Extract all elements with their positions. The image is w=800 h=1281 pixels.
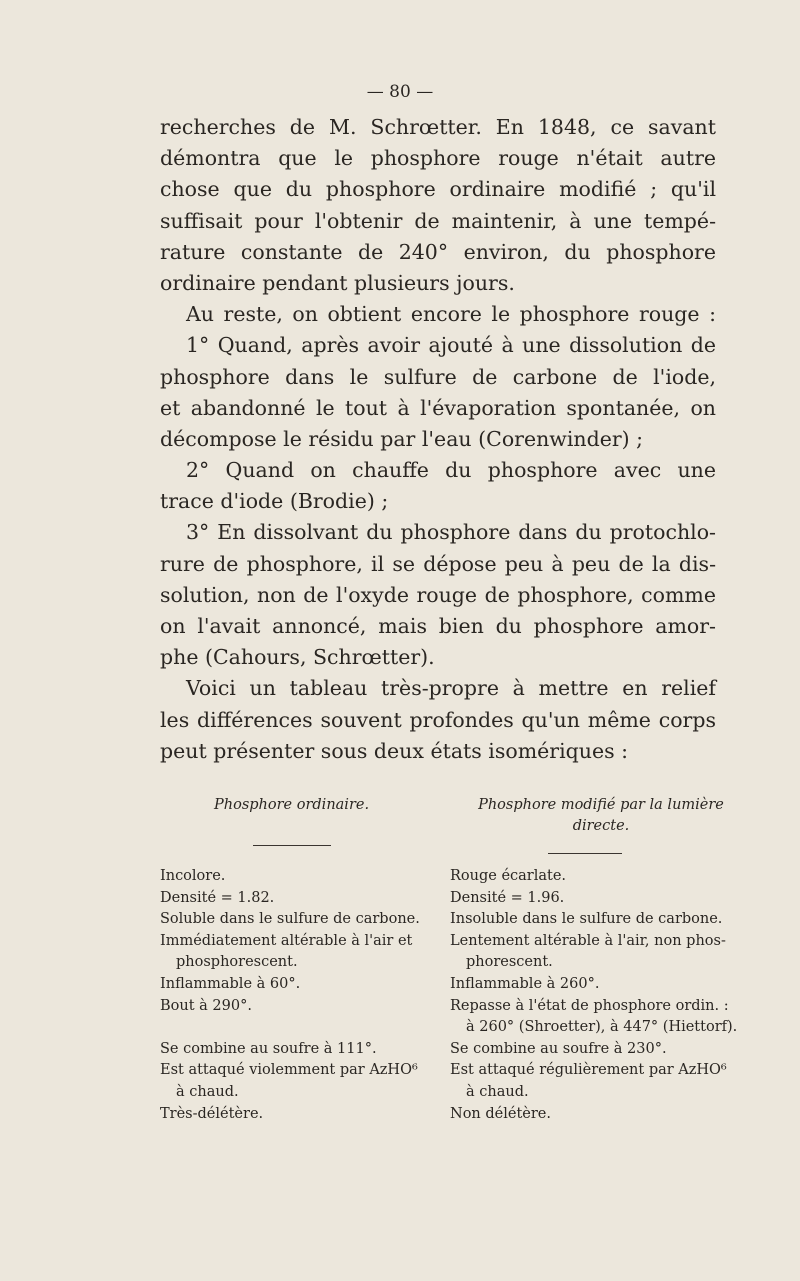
page-number: — 80 — [366,82,434,102]
table-cell: Est attaqué violemment par AzHO⁶ [160,1062,418,1079]
text-line: peut présenter sous deux états isomériques : [160,738,629,763]
right-heading-line-2: directe. [572,818,630,834]
table-cell: phorescent. [466,954,553,971]
left-column-heading: Phosphore ordinaire. [214,797,370,813]
table-cell: Se combine au soufre à 230°. [450,1040,667,1057]
table-cell: Bout à 290°. [160,997,252,1014]
text-line: 3° En dissolvant du phosphore dans du protochlo- [186,520,716,545]
table-cell: Très-délétère. [160,1105,264,1122]
table-cell: Rouge écarlate. [450,868,567,884]
table-cell: à chaud. [176,1083,239,1100]
left-column [160,866,430,1125]
text-line: Voici un tableau très-propre à mettre en relief [186,676,716,701]
text-line: on l'avait annoncé, mais bien du phosphore amor- [160,614,716,638]
right-heading-line-1: Phosphore modifié par la lumière [478,797,724,813]
table-cell: Incolore. [160,868,226,884]
table-cell: Repasse à l'état de phosphore ordin. : [450,997,729,1014]
table-cell: Se combine au soufre à 111°. [160,1040,377,1057]
text-line: trace d'iode (Brodie) ; [160,489,389,514]
text-line: recherches de M. Schrœtter. En 1848, ce savant [160,115,716,139]
text-line: et abandonné le tout à l'évaporation spontanée, on [160,395,716,420]
left-column-rule [253,845,331,846]
text-line: décompose le résidu par l'eau (Corenwinder) ; [160,426,644,451]
right-column [450,866,738,1125]
table-cell: Immédiatement altérable à l'air et [160,932,413,949]
text-line: rure de phosphore, il se dépose peu à peu de la dis- [160,551,716,576]
text-line: rature constante de 240° environ, du phosphore [160,239,716,264]
text-line: 1° Quand, après avoir ajouté à une dissolution de [186,333,716,358]
text-line: chose que du phosphore ordinaire modifié ; qu'il [160,177,716,202]
text-line: 2° Quand on chauffe du phosphore avec une [186,458,716,483]
table-cell: Inflammable à 260°. [450,975,600,992]
table-cell: phosphorescent. [176,954,298,971]
table-cell: Densité = 1.82. [160,889,275,906]
body-text [160,112,716,767]
text-line: Au reste, on obtient encore le phosphore rouge : [186,302,716,327]
text-line: ordinaire pendant plusieurs jours. [160,270,515,295]
text-line: les différences souvent profondes qu'un même corps [160,707,716,732]
text-line: solution, non de l'oxyde rouge de phosphore, comme [160,582,716,607]
table-cell: Est attaqué régulièrement par AzHO⁶ [450,1062,727,1079]
table-cell: Insoluble dans le sulfure de carbone. [450,911,723,928]
table-cell: Densité = 1.96. [450,889,565,906]
right-column-heading [456,795,746,837]
right-column-rule [548,853,622,854]
text-line: phe (Cahours, Schrœtter). [160,645,435,670]
text-line: suffisait pour l'obtenir de maintenir, à une tempé- [160,208,716,233]
table-cell: à chaud. [466,1083,529,1100]
text-line: démontra que le phosphore rouge n'était autre [160,146,716,171]
table-cell: Inflammable à 60°. [160,975,301,992]
table-cell: à 260° (Shroetter), à 447° (Hiettorf). [466,1019,738,1036]
table-cell: Lentement altérable à l'air, non phos- [450,932,726,949]
table-cell: Soluble dans le sulfure de carbone. [160,911,420,928]
table-cell: Non délétère. [450,1105,551,1122]
text-line: phosphore dans le sulfure de carbone de l'iode, [160,364,716,389]
table-cell [160,1017,430,1039]
